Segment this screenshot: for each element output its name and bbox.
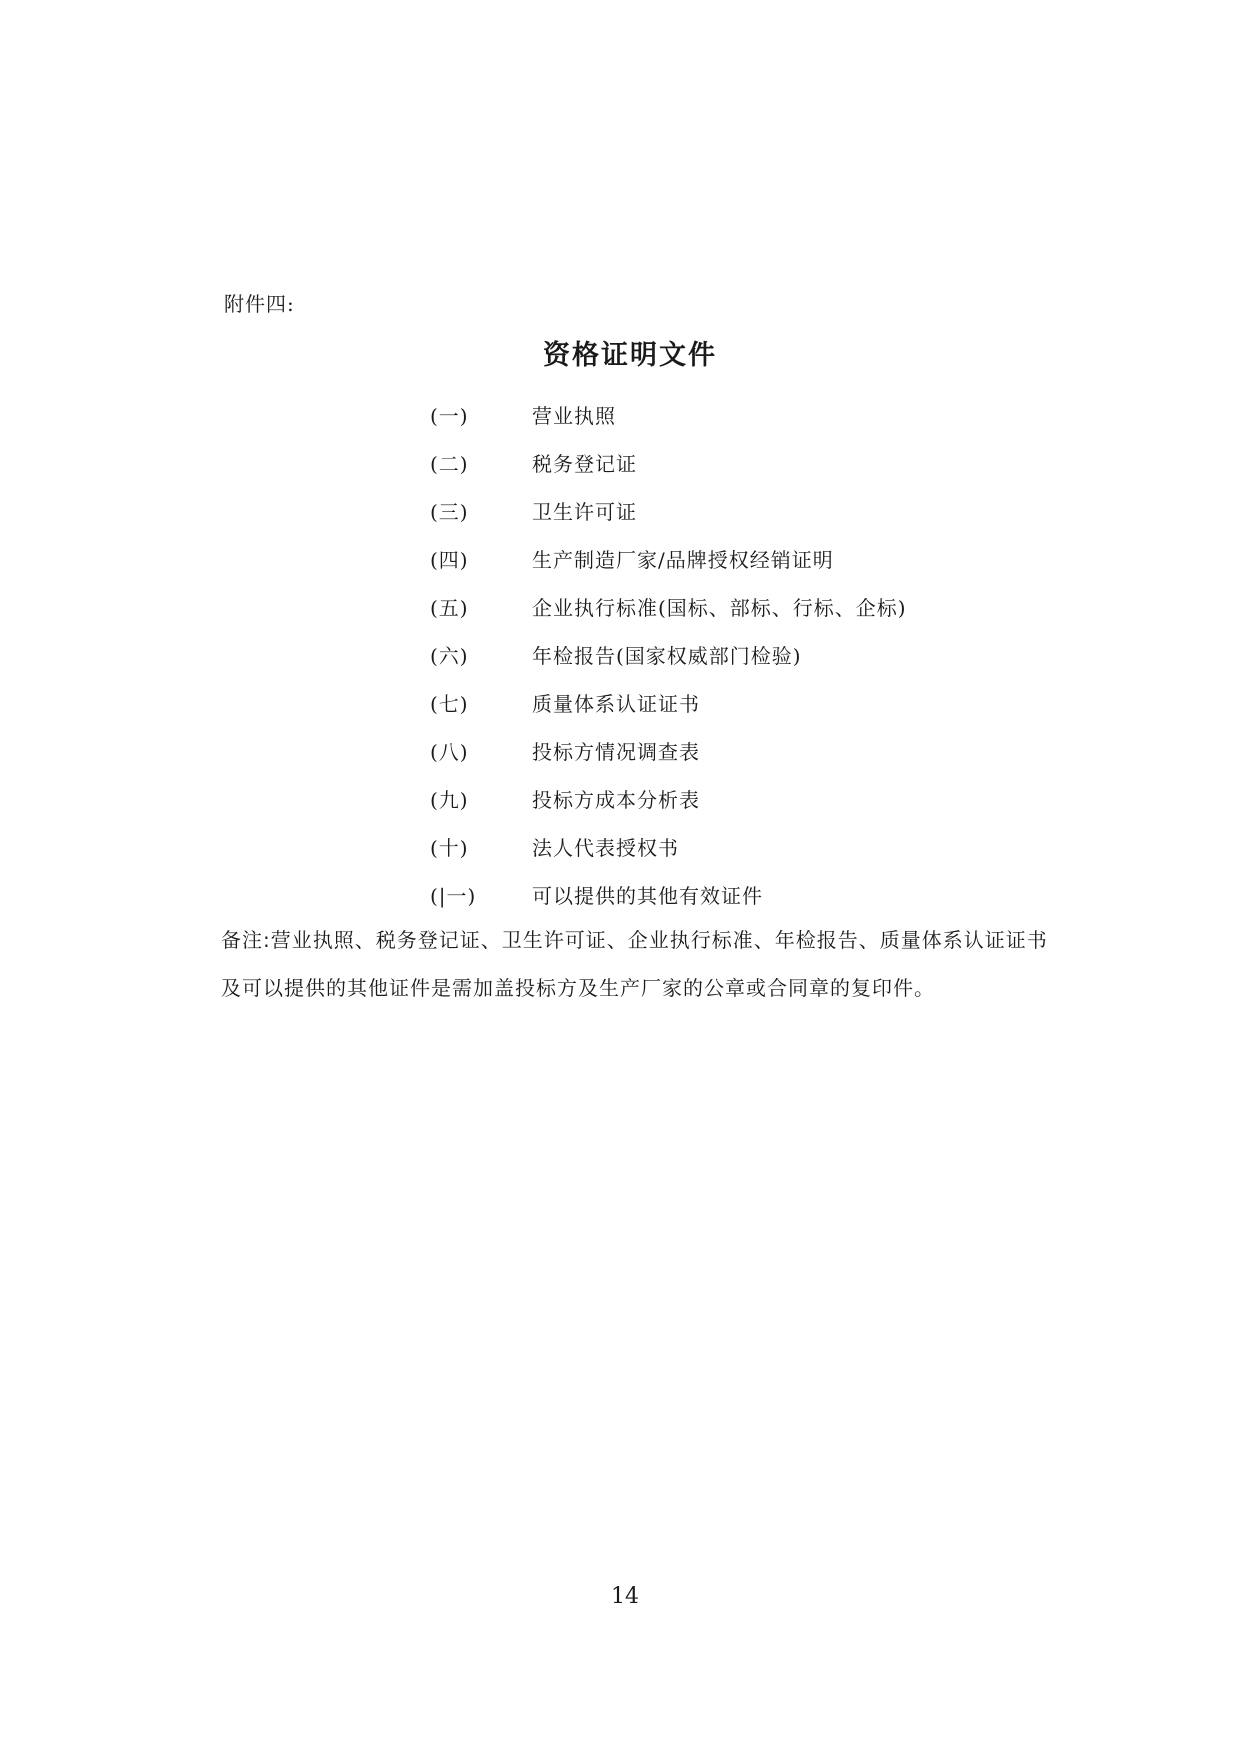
list-item (430, 438, 907, 486)
list-item (430, 870, 907, 918)
item-number: (七) (430, 691, 469, 716)
item-text: 营业执照 (532, 403, 616, 428)
item-number: (六) (430, 643, 469, 668)
list-item (430, 726, 907, 774)
item-text: 质量体系认证证书 (532, 691, 700, 716)
item-text: 年检报告(国家权威部门检验) (532, 643, 802, 668)
page-number: 14 (611, 1584, 639, 1609)
item-number: (二) (430, 451, 469, 476)
item-number: (四) (430, 547, 469, 572)
list-item (430, 822, 907, 870)
list-item (430, 630, 907, 678)
note (221, 916, 1048, 1012)
item-text: 投标方情况调查表 (532, 739, 700, 764)
item-text: 可以提供的其他有效证件 (532, 883, 763, 908)
item-text: 法人代表授权书 (532, 835, 679, 860)
item-text: 生产制造厂家/品牌授权经销证明 (532, 547, 834, 572)
item-text: 投标方成本分析表 (532, 787, 700, 812)
item-number: (三) (430, 499, 469, 524)
item-number: (五) (430, 595, 469, 620)
item-text: 卫生许可证 (532, 499, 637, 524)
item-number: (一) (430, 403, 469, 428)
list-item (430, 486, 907, 534)
list-item (430, 390, 907, 438)
list-item (430, 678, 907, 726)
item-number: (九) (430, 787, 469, 812)
item-number: (|一) (430, 883, 477, 908)
list-item (430, 774, 907, 822)
qualification-list (430, 390, 907, 918)
note-line-1: 备注:营业执照、税务登记证、卫生许可证、企业执行标准、年检报告、质量体系认证证书 (221, 928, 1048, 952)
list-item (430, 534, 907, 582)
item-number: (十) (430, 835, 469, 860)
item-text: 企业执行标准(国标、部标、行标、企标) (532, 595, 907, 620)
item-text: 税务登记证 (532, 451, 637, 476)
list-item (430, 582, 907, 630)
note-line-2: 及可以提供的其他证件是需加盖投标方及生产厂家的公章或合同章的复印件。 (221, 976, 935, 1000)
attachment-label: 附件四: (224, 292, 295, 316)
item-number: (八) (430, 739, 469, 764)
document-title: 资格证明文件 (543, 340, 717, 371)
